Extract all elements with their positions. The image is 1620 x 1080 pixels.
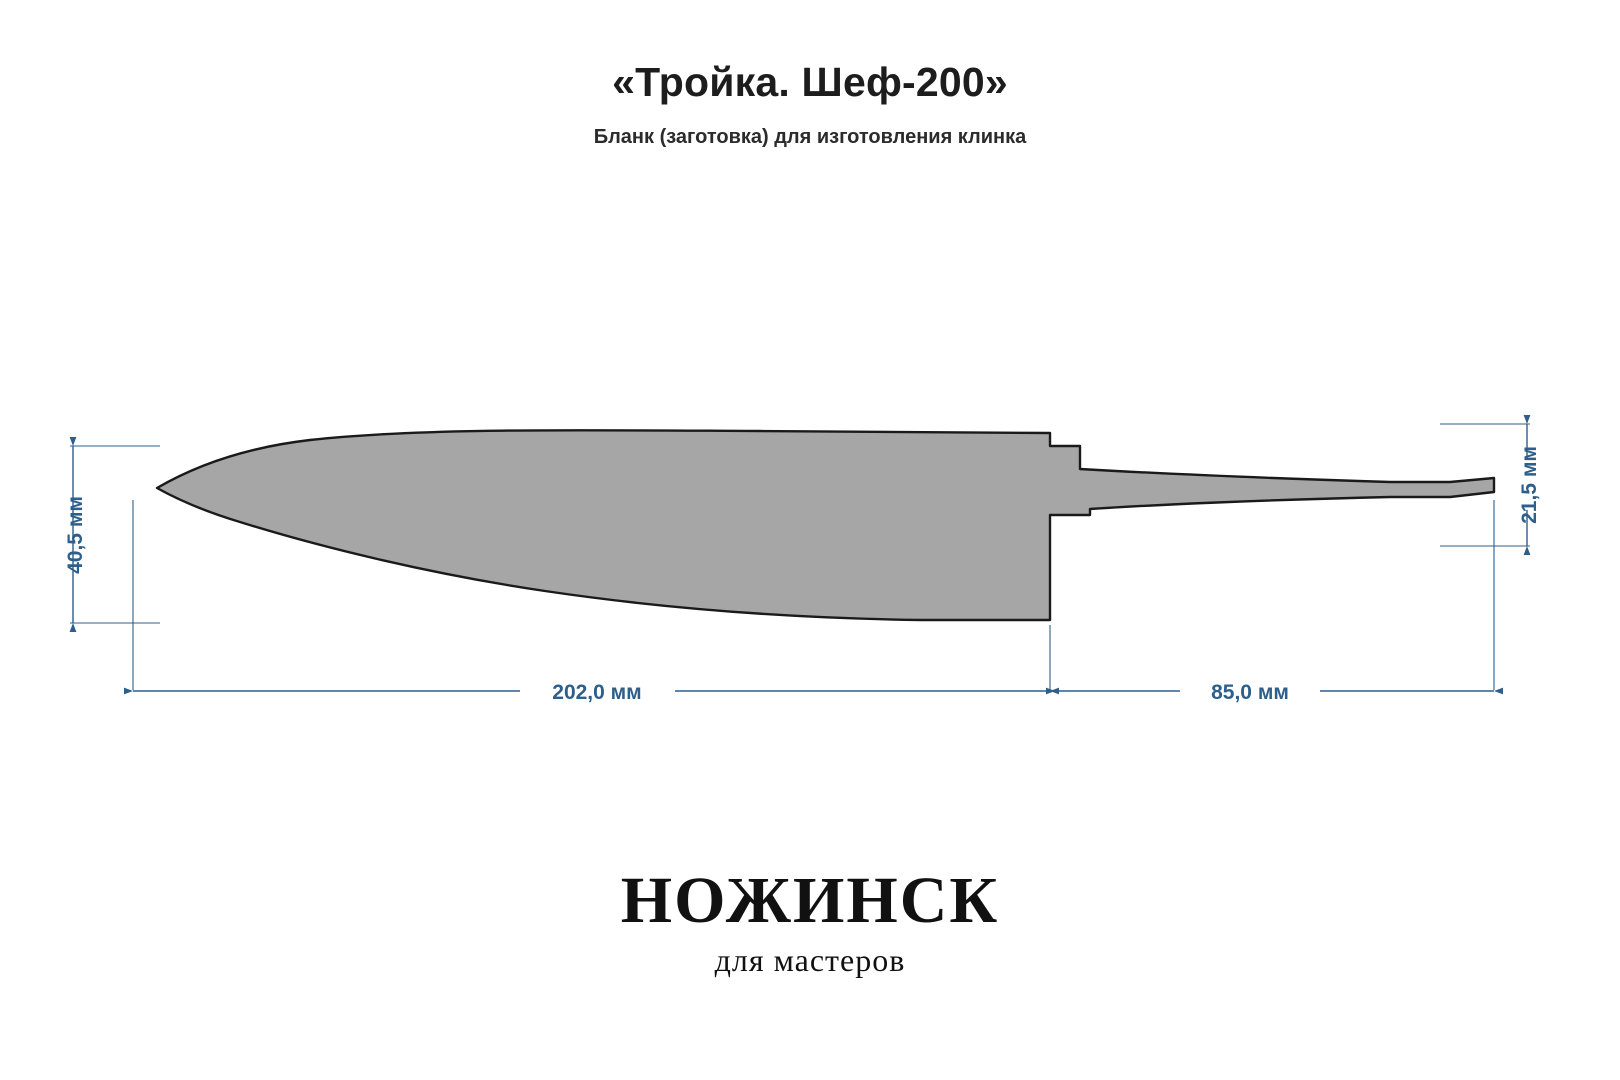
knife-blank-shape <box>157 430 1494 620</box>
dimension-tang-height: 21,5 мм <box>1518 446 1541 524</box>
brand-footer <box>0 864 1620 979</box>
dimension-tang-length: 85,0 мм <box>1211 681 1289 704</box>
page-subtitle: Бланк (заготовка) для изготовления клинка <box>593 126 1027 149</box>
dimension-blade-height: 40,5 мм <box>64 496 87 574</box>
dimension-blade-length: 202,0 мм <box>552 681 642 704</box>
brand-name: НОЖИНСК <box>620 864 1000 937</box>
brand-tagline: для мастеров <box>714 942 906 978</box>
page-title: «Тройка. Шеф-200» <box>612 59 1008 105</box>
